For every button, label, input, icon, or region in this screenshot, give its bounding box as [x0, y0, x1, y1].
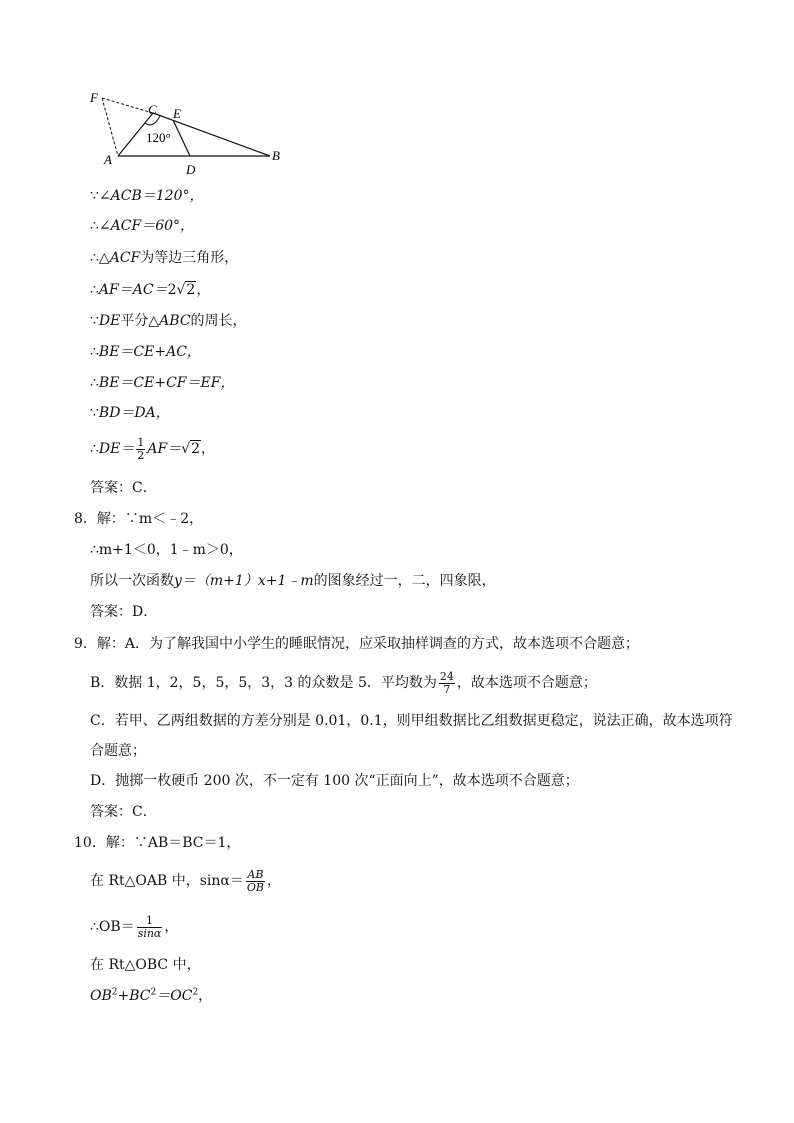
q7-line-1: ∵∠ACB＝120°， — [90, 188, 204, 204]
q10-line-5: $OB^2+BC^2=OC^2$， — [90, 987, 213, 1004]
q10-line-2: 在 Rt△OAB 中，sinα＝ $\frac{AB}{OB}$ ， — [90, 867, 281, 894]
q9-line-b: B．数据 1，2，5，5，5，3，3 的众数是 5．平均数为 $\frac{24}{7}$ ，故本选项不合题意； — [90, 669, 597, 696]
q8-answer: 答案：D． — [90, 604, 158, 620]
q10-line-1: 10．解：∵AB＝BC＝1， — [74, 835, 241, 851]
q7-line-6: ∴BE＝CE+AC， — [90, 344, 201, 360]
q9-line-d: D．抛掷一枚硬币 200 次，不一定有 100 次“正面向上”，故本选项不合题意； — [90, 773, 579, 789]
label-f: F — [90, 90, 98, 105]
q10-line-3: ∴OB＝ $\frac{1}{\sin\alpha}$ ， — [90, 913, 179, 940]
label-e: E — [173, 106, 181, 121]
q8-line-3: 所以一次函数y＝（m+1）x+1﹣m的图象经过一，二，四象限， — [90, 573, 496, 589]
triangle-diagram — [82, 86, 292, 178]
sqrt-symbol: √2 — [181, 441, 201, 457]
q10-line-4: 在 Rt△OBC 中， — [90, 957, 201, 973]
q7-line-7: ∴BE＝CE+CF＝EF， — [90, 375, 235, 391]
q7-line-8: ∵BD＝DA， — [90, 405, 170, 421]
dashed-fc — [102, 98, 153, 113]
q9-answer: 答案：C． — [90, 804, 157, 820]
q7-line-9: ∴DE＝ $\frac{1}{2}$ AF＝√2， — [90, 432, 215, 466]
q9-line-c1: C．若甲、乙两组数据的方差分别是 0.01，0.1，则甲组数据比乙组数据更稳定，说法正确，故本选项符 — [90, 713, 733, 729]
q7-line-3: ∴△ACF为等边三角形， — [90, 250, 239, 266]
q7-line-2: ∴∠ACF＝60°， — [90, 218, 195, 234]
q7-line-5: ∵DE平分△ABC的周长， — [90, 313, 247, 329]
q8-line-1: 8．解：∵m＜﹣2， — [74, 511, 204, 527]
label-b: B — [272, 148, 280, 163]
q7-line-4: ∴AF＝AC＝2√2， — [90, 282, 211, 298]
q9-line-c2: 合题意； — [90, 743, 146, 759]
fraction-half: $\frac{1}{2}$ — [137, 435, 145, 462]
fraction-mean: $\frac{24}{7}$ — [439, 669, 454, 696]
label-d: D — [186, 162, 196, 177]
fraction-sin: $\frac{AB}{OB}$ — [246, 867, 264, 894]
q7-answer: 答案：C． — [90, 480, 157, 496]
q8-line-2: ∴m+1＜0，1﹣m＞0， — [90, 542, 243, 558]
label-angle: 120° — [146, 130, 171, 145]
sqrt-symbol: √2 — [176, 282, 196, 298]
dashed-fa — [102, 98, 118, 156]
label-a: A — [104, 152, 112, 167]
label-c: C — [148, 102, 157, 117]
q9-line-a: 9．解：A．为了解我国中小学生的睡眠情况，应采取抽样调查的方式，故本选项不合题意； — [74, 636, 640, 652]
fraction-ob: $\frac{1}{\sin\alpha}$ — [137, 913, 162, 940]
triangle-figure — [82, 86, 292, 178]
